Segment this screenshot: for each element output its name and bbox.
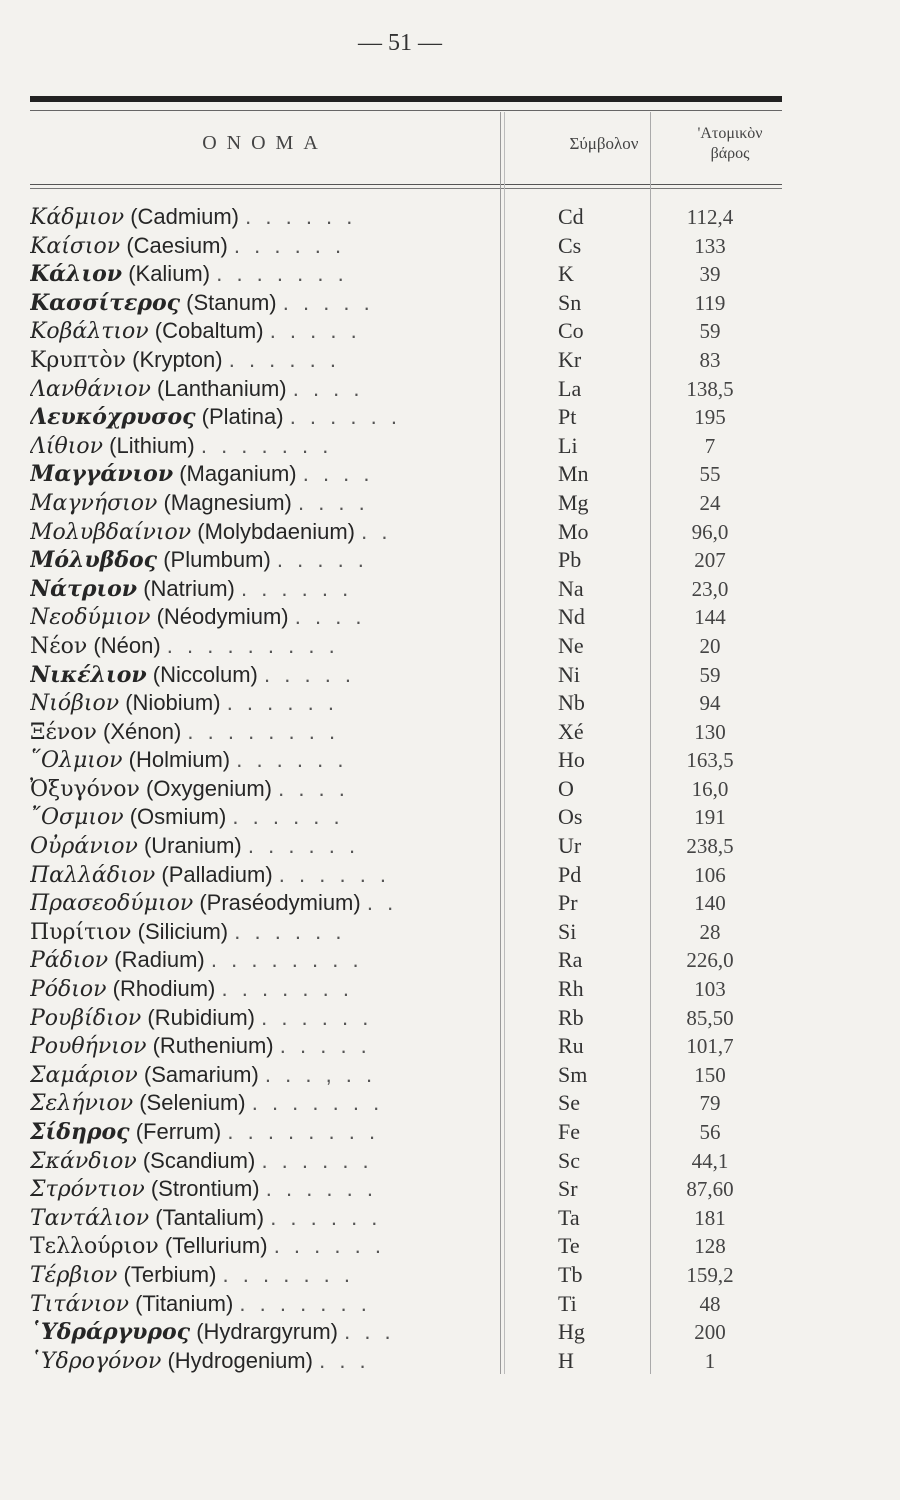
element-symbol: Nb [558,690,585,716]
table-row [0,203,900,232]
element-name [30,1290,498,1320]
element-greek-name: Κοβάλτιον [30,319,149,345]
element-latin-name: (Uranium) [143,833,242,859]
element-symbol: Rb [558,1004,584,1030]
leader-dots: . . . . . . . . . [166,632,339,658]
leader-dots: . . . . [294,604,366,630]
element-greek-name: Μαγγάνιον [30,461,174,488]
leader-dots: . . . [319,1347,370,1373]
element-symbol: La [558,375,582,401]
atomic-weight: 106 [694,862,726,887]
leader-dots: . . . . . [264,661,356,687]
element-latin-name: (Samarium) [143,1061,259,1087]
element-symbol: Tb [558,1261,583,1287]
top-rule-thick [30,96,782,102]
leader-dots: . . . . [297,489,369,515]
header-name: ΟΝΟΜΑ [202,132,328,154]
leader-dots: . . . . . . [234,918,346,944]
table-row [0,1061,900,1090]
element-name [30,1261,498,1291]
element-name [30,1004,498,1034]
element-greek-name: Λευκόχρυσος [30,404,196,431]
table-row [0,803,900,832]
leader-dots: . . . . [302,461,374,487]
element-name [30,232,498,262]
element-symbol: Ta [558,1204,580,1230]
element-latin-name: (Ferrum) [135,1119,222,1144]
element-name [30,1232,498,1262]
element-latin-name: (Cobaltum) [154,318,264,344]
element-name [30,946,498,976]
element-name [30,1204,498,1234]
element-latin-name: (Rubidium) [147,1004,255,1030]
element-latin-name: (Holmium) [128,747,231,773]
leader-dots: . . . . . . [232,804,344,830]
atomic-weight: 159,2 [686,1262,734,1287]
element-symbol: Hg [558,1319,585,1345]
element-latin-name: (Hydrogenium) [167,1347,313,1373]
element-name [30,861,498,891]
leader-dots: . . . . . . . [200,432,333,458]
element-symbol: K [558,261,574,287]
table-row [0,232,900,261]
element-symbol: Li [558,432,578,458]
table-row [0,1147,900,1176]
element-symbol: Sc [558,1147,580,1173]
element-latin-name: (Platina) [201,404,284,430]
leader-dots: . . . . . . [233,232,346,258]
element-greek-name: Κάδμιον [30,205,125,230]
table-row [0,460,900,489]
atomic-weight: 128 [694,1234,726,1259]
element-latin-name: (Lanthanium) [156,375,287,401]
element-symbol: Cs [558,232,582,258]
atomic-weight: 83 [699,347,721,372]
element-latin-name: (Plumbum) [163,547,271,573]
element-latin-name: (Ruthenium) [152,1033,274,1059]
element-latin-name: (Néodymium) [156,604,289,630]
element-latin-name: (Oxygenium) [146,775,272,801]
table-row [0,861,900,890]
element-symbol: Co [558,318,584,344]
leader-dots: . . . . [292,375,364,401]
element-name [30,1147,498,1177]
leader-dots: . . . . . . [265,1176,377,1202]
table-header [30,112,782,182]
element-latin-name: (Praséodymium) [199,890,361,916]
element-greek-name: ῾Υδρογόνον [30,1348,162,1374]
leader-dots: . . . . . . . [239,1290,371,1316]
element-symbol: Os [558,804,583,830]
atomic-weight: 112,4 [686,205,734,229]
element-name [30,918,498,948]
element-name [30,889,498,919]
atomic-weight: 24 [699,490,721,515]
table-row [0,518,900,547]
table-row [0,1118,900,1147]
element-greek-name: ῾Υδράργυρος [30,1319,191,1346]
atomic-weight: 163,5 [686,748,734,773]
table-row [0,432,900,461]
element-symbol: O [558,775,574,801]
table-row [0,1347,900,1376]
element-greek-name: ῞Ολμιον [30,748,123,774]
table-row [0,632,900,661]
atomic-weight: 85,50 [686,1005,734,1030]
element-name [30,803,498,833]
element-symbol: Pt [558,404,577,430]
leader-dots: . . . . . . . . [227,1119,380,1144]
table-row [0,1089,900,1118]
element-latin-name: (Niccolum) [152,661,258,687]
atomic-weight: 79 [699,1091,721,1116]
element-latin-name: (Niobium) [125,690,221,716]
atomic-weight: 94 [699,691,721,716]
element-name [30,346,498,376]
element-symbol: Si [558,918,577,944]
element-greek-name: Στρόντιον [30,1177,145,1203]
table-row [0,918,900,947]
element-latin-name: (Hydrargyrum) [196,1319,338,1345]
atomic-weight: 119 [694,290,726,315]
leader-dots: . . . . . [276,547,368,573]
element-greek-name: Τέρβιον [30,1262,118,1288]
atomic-weight: 144 [694,605,726,630]
atomic-weight: 87,60 [686,1177,734,1202]
element-symbol: Pb [558,547,582,573]
element-symbol: Se [558,1090,580,1116]
leader-dots: . . . . . . . [251,1090,384,1116]
leader-dots: . . . . . . [273,1233,385,1259]
element-greek-name: Μολυβδαίνιον [30,519,192,545]
element-symbol: Rh [558,976,584,1002]
element-latin-name: (Krypton) [132,346,223,372]
atomic-weight: 138,5 [686,376,734,401]
element-table [0,203,900,1375]
table-row [0,346,900,375]
leader-dots: . . . . . . [226,690,338,716]
atomic-weight: 130 [694,719,726,744]
table-row [0,603,900,632]
leader-dots: . . . . . . [236,747,348,773]
element-latin-name: (Osmium) [129,804,227,830]
element-symbol: Ne [558,632,584,658]
table-row [0,375,900,404]
element-greek-name: Σίδηρος [30,1119,130,1145]
table-row [0,775,900,804]
element-name [30,403,498,432]
element-symbol: Mo [558,518,589,544]
header-weight-line2: βάρος [710,145,750,162]
element-name [30,518,498,548]
atomic-weight: 28 [699,919,721,944]
element-name [30,832,498,862]
element-greek-name: Μαγνήσιον [30,490,158,516]
atomic-weight: 39 [699,262,721,287]
table-row [0,1318,900,1347]
leader-dots: . . . . . [269,318,361,344]
element-latin-name: (Molybdaenium) [197,518,356,544]
element-latin-name: (Radium) [114,947,205,973]
element-symbol: Ra [558,947,583,973]
element-name [30,1118,498,1147]
element-name [30,317,498,347]
leader-dots: . . . . . . [228,346,340,372]
element-name [30,1347,498,1377]
header-symbol: Σύμβολον [569,134,639,153]
element-greek-name: Λίθιον [30,433,104,459]
element-name [30,632,498,662]
table-row [0,546,900,575]
element-symbol: Xé [558,718,584,744]
element-symbol: Ho [558,747,585,773]
element-latin-name: (Tantalium) [155,1204,265,1230]
element-greek-name: Νεοδύμιον [30,605,151,631]
element-latin-name: (Natrium) [143,575,235,601]
header-weight [680,124,780,164]
table-row [0,260,900,289]
element-greek-name: Καίσιον [30,233,121,259]
element-latin-name: (Cadmium) [130,204,240,229]
element-greek-name: Κρυπτὸν [30,347,126,373]
header-rule-secondary [30,188,782,189]
element-symbol: Fe [558,1119,580,1144]
element-greek-name: Λανθάνιον [30,376,151,402]
table-row [0,1175,900,1204]
element-latin-name: (Selenium) [139,1090,246,1116]
leader-dots: . . . . . [279,1033,371,1059]
element-greek-name: Νέον [30,633,88,659]
element-name [30,1318,498,1347]
element-greek-name: Ξένον [30,719,97,745]
leader-dots: . . . . . . . . [210,947,363,973]
atomic-weight: 96,0 [691,519,729,544]
top-rule-thin [30,110,782,111]
element-latin-name: (Magnesium) [163,489,292,515]
element-symbol: Sr [558,1176,578,1202]
atomic-weight: 103 [694,977,726,1002]
element-greek-name: Ταντάλιον [30,1205,150,1231]
atomic-weight: 191 [694,805,726,830]
table-row [0,975,900,1004]
atomic-weight: 133 [694,233,726,258]
element-symbol: Pr [558,890,578,916]
table-row [0,832,900,861]
element-name [30,460,498,489]
element-name [30,689,498,719]
table-row [0,946,900,975]
element-name [30,1175,498,1205]
element-symbol: Na [558,575,584,601]
element-greek-name: Κάλιον [30,261,123,288]
leader-dots: . . . . . . . [221,976,353,1002]
element-name [30,546,498,575]
leader-dots: . . . . . . [289,404,401,430]
element-name [30,603,498,633]
element-greek-name: Ρουθήνιον [30,1034,147,1060]
element-name [30,718,498,748]
table-row [0,1261,900,1290]
element-greek-name: Νιόβιον [30,691,120,717]
atomic-weight: 1 [704,1348,716,1373]
element-latin-name: (Kalium) [128,261,211,287]
table-row [0,403,900,432]
element-latin-name: (Strontium) [150,1176,260,1202]
table-row [0,289,900,318]
table-row [0,1232,900,1261]
element-latin-name: (Maganium) [179,461,297,487]
element-greek-name: Τελλούριον [30,1234,159,1260]
leader-dots: . . . . . . [261,1147,373,1173]
table-row [0,575,900,604]
atomic-weight: 238,5 [686,834,734,859]
element-greek-name: Τιτάνιον [30,1291,129,1317]
element-symbol: Cd [558,204,584,229]
element-name [30,575,498,604]
table-row [0,1004,900,1033]
table-row [0,1204,900,1233]
leader-dots: . . . . . . [247,833,360,859]
atomic-weight: 59 [699,662,721,687]
table-row [0,1290,900,1319]
atomic-weight: 55 [699,462,721,487]
element-greek-name: Πρασεοδύμιον [30,891,194,917]
element-symbol: H [558,1347,574,1373]
element-symbol: Nd [558,604,585,630]
leader-dots: . . . . . . [278,861,391,887]
element-latin-name: (Palladium) [161,861,273,887]
element-symbol: Ur [558,833,582,859]
atomic-weight: 59 [699,319,721,344]
atomic-weight: 226,0 [686,948,734,973]
element-name [30,375,498,405]
atomic-weight: 56 [699,1120,721,1144]
element-greek-name: Σαμάριον [30,1062,138,1088]
leader-dots: . . . . . . [270,1204,382,1230]
atomic-weight: 23,0 [691,576,729,601]
leader-dots: . . . [344,1319,395,1345]
element-greek-name: Ρόδιον [30,977,107,1003]
element-greek-name: Κασσίτερος [30,289,181,316]
atomic-weight: 101,7 [686,1034,734,1059]
leader-dots: . . [361,518,392,544]
leader-dots: . . . . . [282,289,374,315]
element-name [30,203,498,233]
header-rule [30,184,782,185]
leader-dots: . . . . . . . [222,1261,355,1287]
element-symbol: Mg [558,489,589,515]
atomic-weight: 7 [704,433,716,458]
atomic-weight: 48 [699,1291,721,1316]
element-latin-name: (Titanium) [135,1290,234,1316]
element-greek-name: Οὐράνιον [30,834,138,860]
element-name [30,432,498,462]
element-greek-name: Σκάνδιον [30,1148,137,1174]
element-greek-name: Νικέλιον [30,661,147,688]
table-row [0,718,900,747]
element-greek-name: Παλλάδιον [30,862,156,888]
atomic-weight: 140 [694,891,726,916]
element-greek-name: Νάτριον [30,575,138,602]
element-latin-name: (Terbium) [123,1261,217,1287]
leader-dots: . . [366,890,398,916]
leader-dots: . . . . . . . [216,261,348,287]
table-row [0,489,900,518]
atomic-weight: 44,1 [691,1148,729,1173]
atomic-weight: 207 [694,548,726,573]
element-symbol: Ti [558,1290,577,1316]
element-name [30,746,498,776]
atomic-weight: 195 [694,405,726,430]
element-symbol: Kr [558,346,582,372]
element-symbol: Sn [558,289,582,315]
element-latin-name: (Lithium) [109,432,195,458]
element-greek-name: Ὀξυγόνον [30,776,140,802]
element-latin-name: (Tellurium) [164,1233,268,1259]
element-latin-name: (Rhodium) [112,976,216,1002]
table-row [0,661,900,690]
element-greek-name: Μόλυβδος [30,547,158,574]
element-name [30,975,498,1005]
element-symbol: Pd [558,861,582,887]
leader-dots: . . . . . . . . [187,718,340,744]
element-symbol: Sm [558,1061,588,1087]
element-name [30,1089,498,1119]
element-greek-name: Πυρίτιον [30,919,132,945]
leader-dots: . . . . . . [261,1004,373,1030]
atomic-weight: 181 [694,1205,726,1230]
element-name [30,489,498,519]
element-symbol: Mn [558,461,589,487]
element-name [30,1032,498,1062]
element-latin-name: (Stanum) [186,289,277,315]
element-symbol: Ru [558,1033,584,1059]
element-greek-name: Σελήνιον [30,1091,134,1117]
table-row [0,746,900,775]
element-name [30,1061,498,1091]
table-row [0,689,900,718]
atomic-weight: 16,0 [691,776,729,801]
element-greek-name: Ρουβίδιον [30,1005,142,1031]
element-latin-name: (Caesium) [126,232,228,258]
element-greek-name: Ράδιον [30,948,109,974]
element-name [30,661,498,690]
element-symbol: Ni [558,661,580,687]
leader-dots: . . . , . . [264,1061,377,1087]
leader-dots: . . . . [278,775,349,801]
element-latin-name: (Silicium) [137,918,229,944]
atomic-weight: 200 [694,1320,726,1345]
element-greek-name: ῎Οσμιον [30,805,124,831]
leader-dots: . . . . . . [240,575,353,601]
table-row [0,1032,900,1061]
header-weight-line1: 'Ατομικὸν [697,125,763,142]
element-latin-name: (Néon) [93,632,161,658]
element-symbol: Te [558,1233,580,1259]
element-name [30,775,498,805]
element-latin-name: (Xénon) [103,718,182,744]
element-name [30,260,498,289]
page-number: — 51 — [358,30,442,56]
element-name [30,289,498,318]
table-row [0,889,900,918]
atomic-weight: 150 [694,1062,726,1087]
atomic-weight: 20 [699,633,721,658]
leader-dots: . . . . . . [245,204,357,229]
element-latin-name: (Scandium) [142,1147,256,1173]
table-row [0,317,900,346]
